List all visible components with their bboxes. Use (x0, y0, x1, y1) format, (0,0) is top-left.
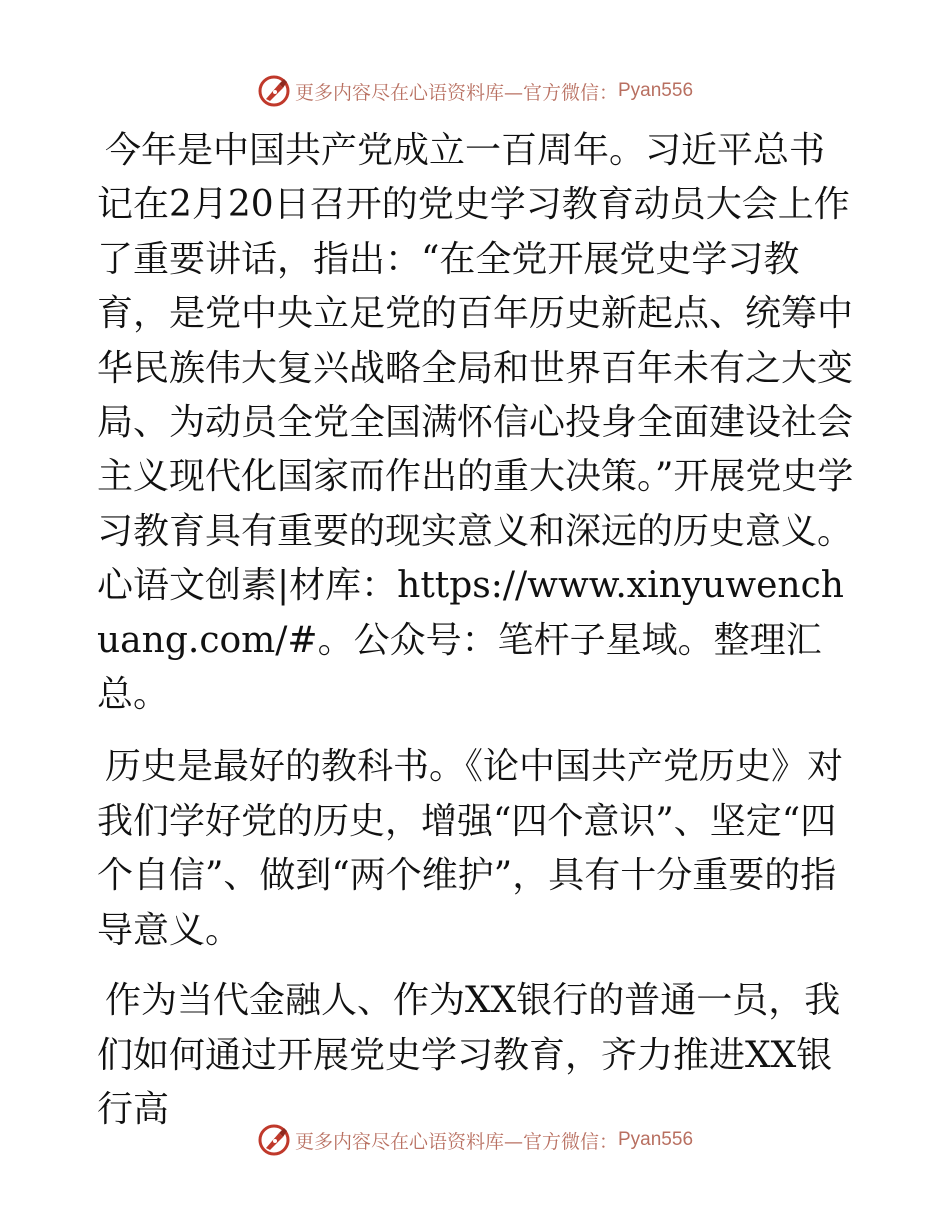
header-watermark (0, 71, 950, 111)
header-watermark-label: 更多内容尽在心语资料库—官方微信： (294, 81, 618, 104)
header-wechat-id: Pyan556 (618, 80, 694, 101)
footer-watermark-label: 更多内容尽在心语资料库—官方微信： (294, 1130, 618, 1153)
paragraph-1: 今年是中国共产党成立一百周年。习近平总书记在2月20日召开的党史学习教育动员大会上作了重要讲话，指出：“在全党开展党史学习教育，是党中央立足党的百年历史新起点、统筹中华民族伟大复兴战略全局和世界百年未有之大变局、为动员全党全国满怀信心投身全面建设社会主义现代化国家而作出的重大决策。”开展党史学习教育具有重要的现实意义和深远的历史意义。心语文创素|材库：https://www.xinyuwenchuang.com/#。公众号：笔杆子星域。整理汇总。 (97, 130, 854, 716)
paragraph-2: 历史是最好的教科书。《论中国共产党历史》对我们学好党的历史，增强“四个意识”、坚定“四个自信”、做到“两个维护”，具有十分重要的指导意义。 (97, 746, 844, 951)
document-body (97, 124, 857, 1153)
paragraph-3: 作为当代金融人、作为XX银行的普通一员，我们如何通过开展党史学习教育，齐力推进XX银行高 (97, 980, 841, 1130)
footer-watermark (0, 1120, 950, 1160)
pen-nib-logo-icon (257, 1123, 291, 1157)
footer-wechat-id: Pyan556 (618, 1129, 694, 1150)
pen-nib-logo-icon (257, 74, 291, 108)
